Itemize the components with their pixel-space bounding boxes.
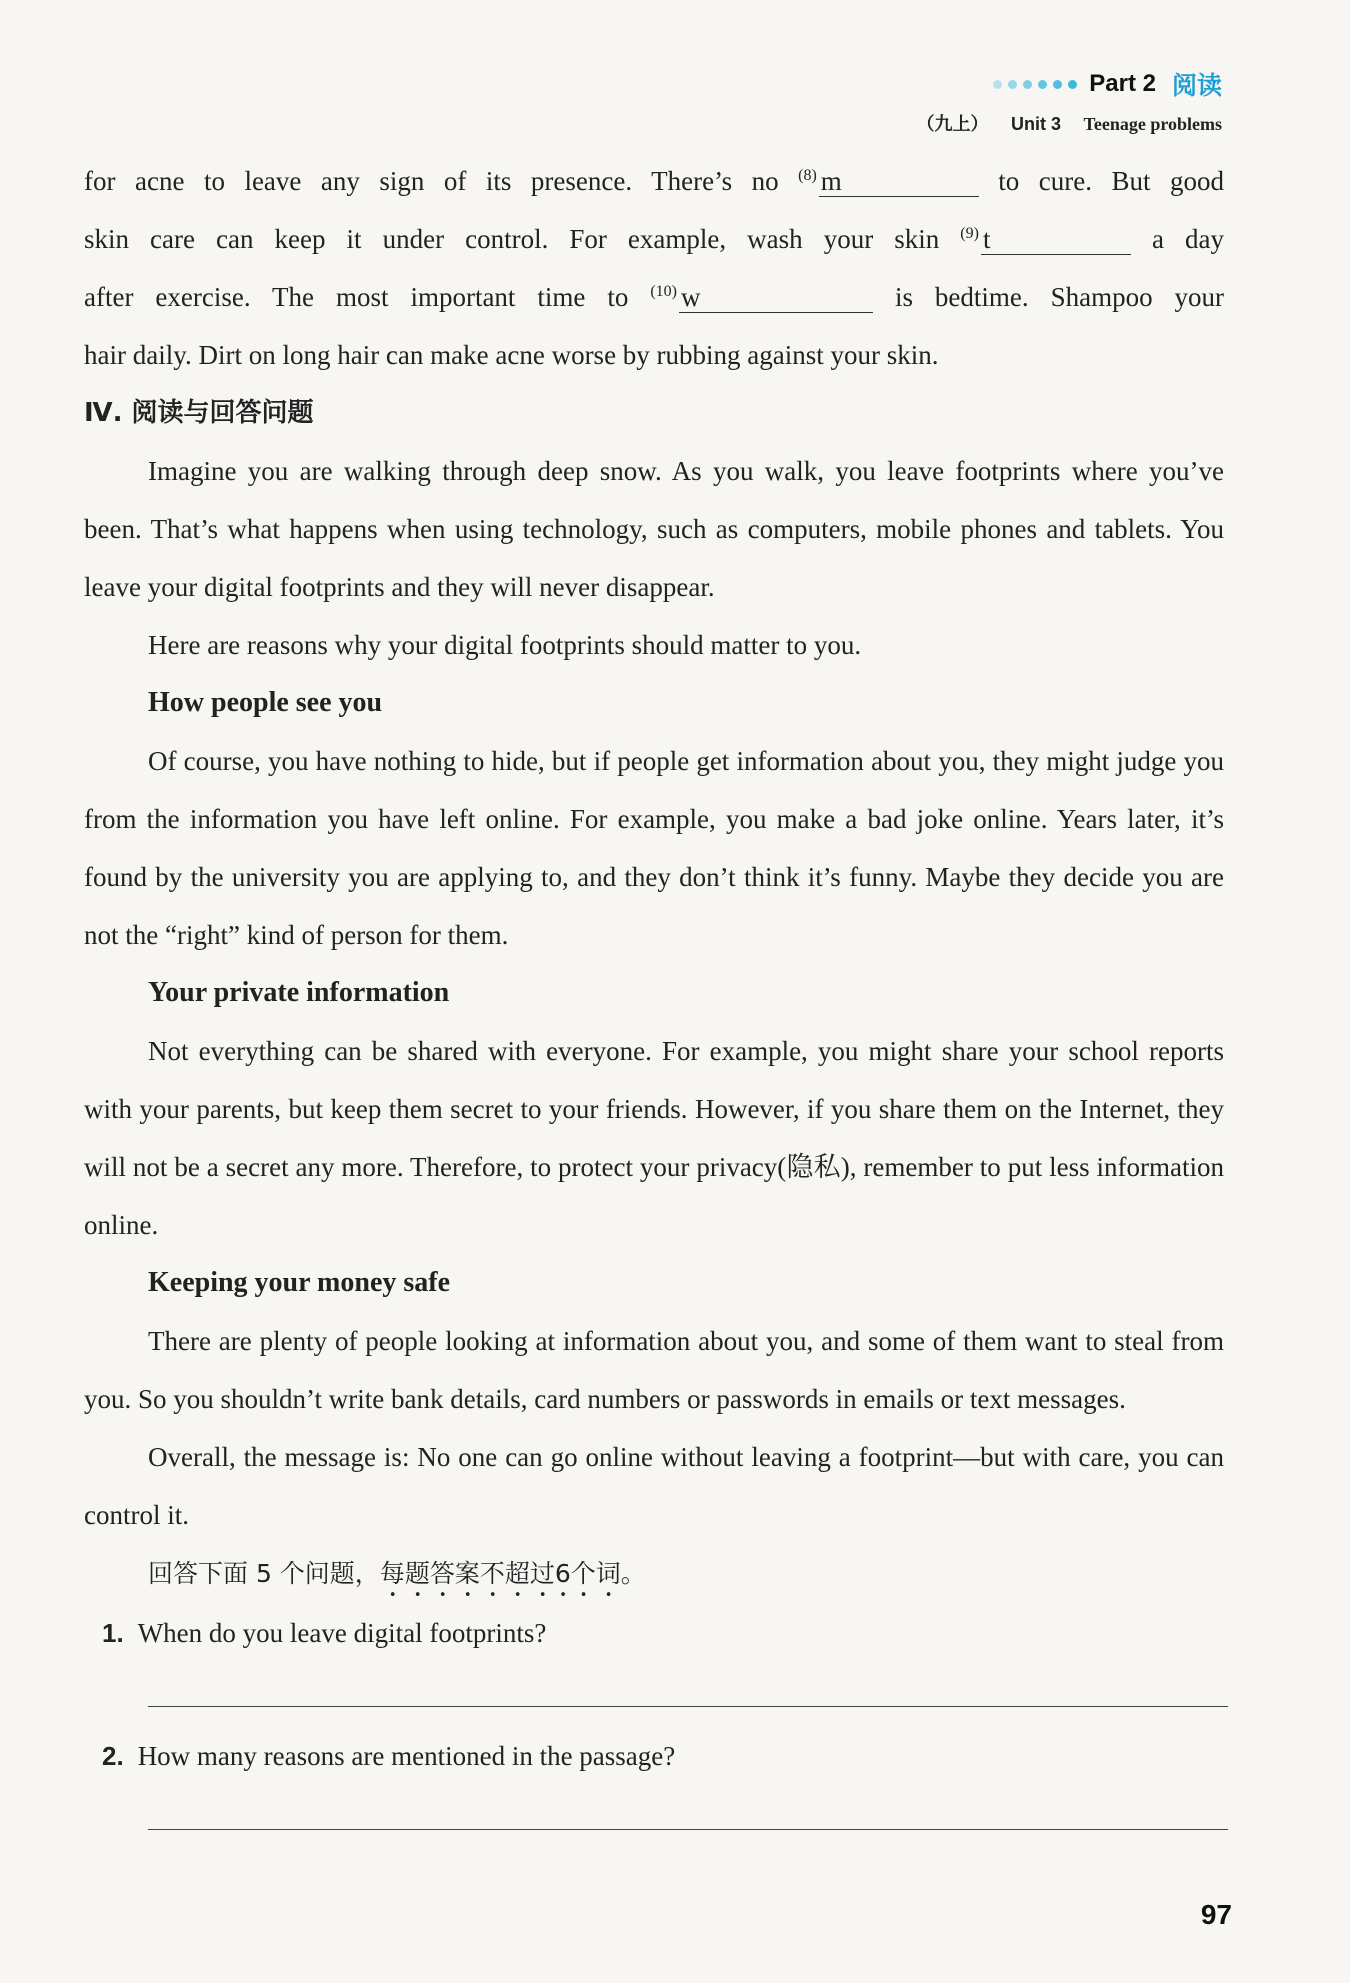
unit-title: Teenage problems <box>1083 114 1222 134</box>
blank-number: (9) <box>960 225 979 242</box>
instruction-text: 回答下面 5 个问题， <box>148 1559 380 1588</box>
subheading-money-safe: Keeping your money safe <box>148 1267 451 1298</box>
instruction-end: 。 <box>620 1559 646 1588</box>
continuation-line-1 <box>84 152 1224 210</box>
paragraph-private-information: Not everything can be shared with everyone. For example, you might share your school reports with your parents, but keep them secret to your friends. However, if you share them on the Internet, they will not be a secret any more. Therefore, to protect your privacy(隐私), remember to put less information online. <box>84 1036 1224 1240</box>
intro-paragraph-2: Here are reasons why your digital footprints should matter to you. <box>148 630 862 660</box>
answer-1-field[interactable] <box>148 1662 1228 1707</box>
continuation-line-4: hair daily. Dirt on long hair can make acne worse by rubbing against your skin. <box>84 340 939 370</box>
unit-label: Unit 3 <box>1010 114 1061 134</box>
continuation-line-3 <box>84 268 1224 326</box>
part-label: Part 2 <box>1089 70 1156 97</box>
section-4-title: Ⅳ. 阅读与回答问题 <box>84 398 314 428</box>
answer-2-field[interactable] <box>148 1785 1228 1830</box>
text: is bedtime. Shampoo your <box>894 282 1225 312</box>
text: skin care can keep it under control. For example, wash your skin <box>84 224 940 254</box>
question-number: 1. <box>102 1618 124 1648</box>
intro-paragraph-1: Imagine you are walking through deep snow. As you walk, you leave footprints where you’ve been. That’s what happens when using technology, such as computers, mobile phones and tablets. You leave your digital footprints and they will never disappear. <box>84 456 1224 602</box>
blank-8-field[interactable] <box>819 166 979 197</box>
continuation-line-2 <box>84 210 1224 268</box>
question-instruction <box>84 1544 1224 1604</box>
subheading-private-information: Your private information <box>148 977 450 1008</box>
question-2 <box>84 1727 1224 1785</box>
subheading-how-people-see-you: How people see you <box>148 687 383 718</box>
blank-hint: m <box>820 166 842 196</box>
text: for acne to leave any sign of its presence. There’s no <box>84 166 779 196</box>
grade-label: （九上） <box>916 114 989 134</box>
blank-9-field[interactable] <box>981 224 1131 255</box>
page-number: 97 <box>1200 1899 1232 1930</box>
question-number: 2. <box>102 1741 124 1771</box>
paragraph-overall: Overall, the message is: No one can go online without leaving a footprint—but with care, you can control it. <box>84 1442 1224 1530</box>
text: after exercise. The most important time to <box>84 282 629 312</box>
decorative-dots-icon <box>993 80 1077 89</box>
blank-number: (8) <box>798 167 817 184</box>
page-header <box>898 66 1222 136</box>
text: a day <box>1152 224 1225 254</box>
question-text: When do you leave digital footprints? <box>137 1618 547 1648</box>
paragraph-money-safe: There are plenty of people looking at information about you, and some of them want to steal from you. So you shouldn’t write bank details, card numbers or passwords in emails or text messages. <box>84 1326 1224 1414</box>
blank-hint: w <box>680 282 701 312</box>
blank-number: (10) <box>650 283 677 300</box>
instruction-emphasis: 每题答案不超过6个词 <box>379 1559 621 1588</box>
section-label: 阅读 <box>1171 71 1222 100</box>
blank-hint: t <box>982 224 991 254</box>
text: to cure. But good <box>998 166 1225 196</box>
blank-10-field[interactable] <box>679 282 873 313</box>
question-text: How many reasons are mentioned in the passage? <box>137 1741 676 1771</box>
question-1 <box>84 1604 1224 1662</box>
page-content <box>84 152 1224 1850</box>
paragraph-how-people-see-you: Of course, you have nothing to hide, but if people get information about you, they might judge you from the information you have left online. For example, you make a bad joke online. Years later, it’s found by the university you are applying to, and they don’t think it’s funny. Maybe they decide you are not the “right” kind of person for them. <box>84 746 1224 950</box>
